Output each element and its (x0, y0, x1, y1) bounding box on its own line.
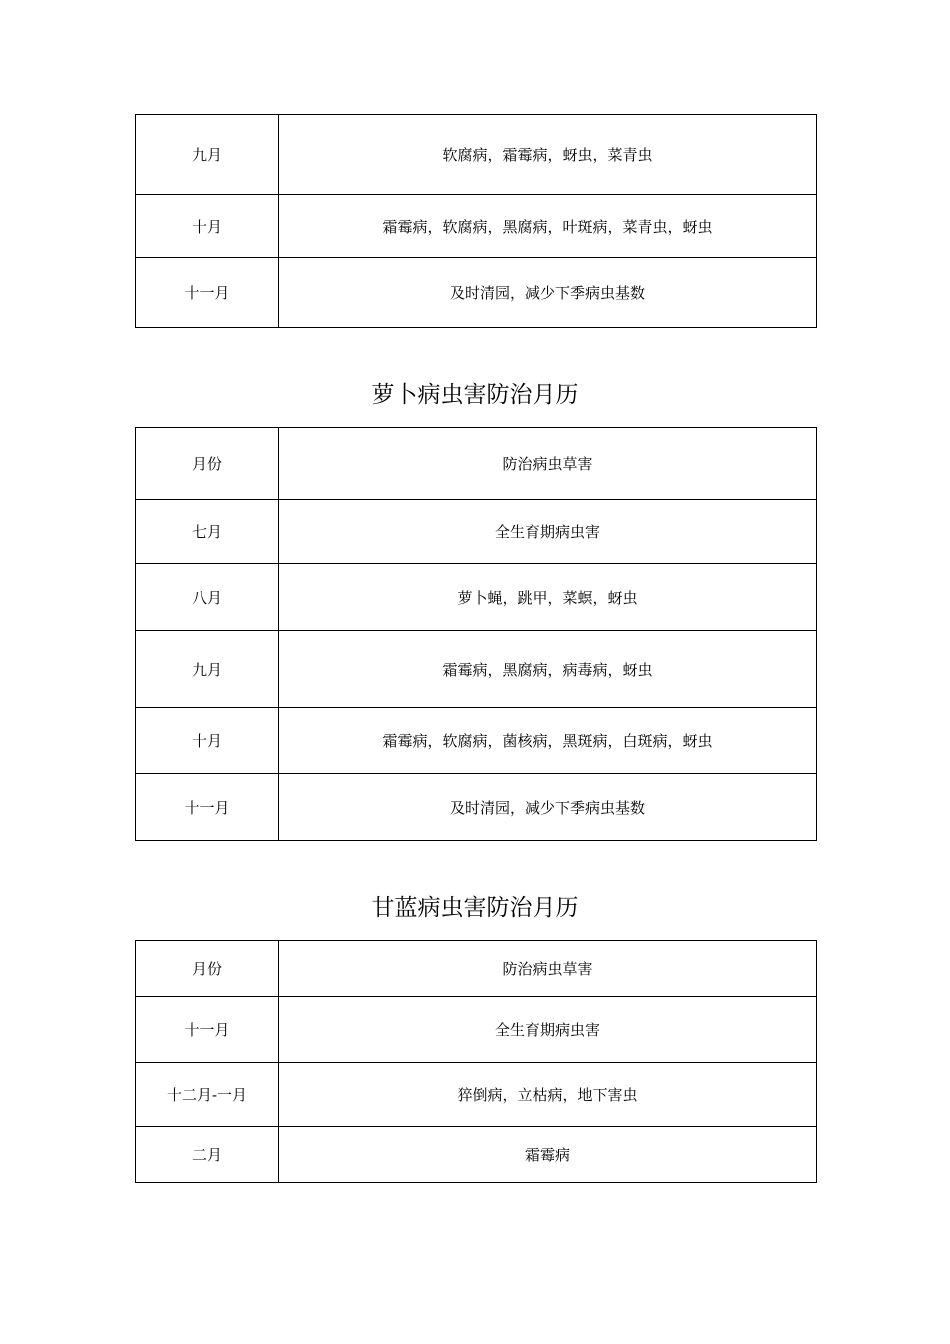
month-cell: 十一月 (136, 774, 279, 841)
month-cell: 十月 (136, 195, 279, 258)
month-cell: 七月 (136, 500, 279, 564)
section-title-radish: 萝卜病虫害防治月历 (371, 382, 579, 408)
calendar-table-cabbage (135, 940, 817, 1183)
month-cell: 十一月 (136, 258, 279, 328)
pests-cell: 全生育期病虫害 (279, 997, 817, 1063)
pests-cell: 猝倒病，立枯病，地下害虫 (279, 1063, 817, 1127)
pests-cell: 及时清园，减少下季病虫基数 (279, 258, 817, 328)
header-month-cell: 月份 (136, 428, 279, 500)
table-row (136, 564, 817, 631)
header-month-cell: 月份 (136, 941, 279, 997)
calendar-table-continued (135, 114, 817, 328)
month-cell: 二月 (136, 1127, 279, 1183)
table-row (136, 708, 817, 774)
table-header-row (136, 941, 817, 997)
calendar-table-radish (135, 427, 817, 841)
table-row (136, 258, 817, 328)
header-pests-cell: 防治病虫草害 (279, 428, 817, 500)
month-cell: 九月 (136, 115, 279, 195)
month-cell: 十月 (136, 708, 279, 774)
month-cell: 九月 (136, 631, 279, 708)
month-cell: 八月 (136, 564, 279, 631)
pests-cell: 全生育期病虫害 (279, 500, 817, 564)
pests-cell: 霜霉病，软腐病，黑腐病，叶斑病，菜青虫，蚜虫 (279, 195, 817, 258)
table-row (136, 1127, 817, 1183)
table-row (136, 115, 817, 195)
pests-cell: 软腐病，霜霉病，蚜虫，菜青虫 (279, 115, 817, 195)
table-row (136, 774, 817, 841)
table-row (136, 1063, 817, 1127)
pests-cell: 霜霉病，黑腐病，病毒病，蚜虫 (279, 631, 817, 708)
table-row (136, 997, 817, 1063)
table-header-row (136, 428, 817, 500)
pests-cell: 霜霉病，软腐病，菌核病，黑斑病，白斑病，蚜虫 (279, 708, 817, 774)
table-row (136, 631, 817, 708)
month-cell: 十二月-一月 (136, 1063, 279, 1127)
pests-cell: 霜霉病 (279, 1127, 817, 1183)
header-pests-cell: 防治病虫草害 (279, 941, 817, 997)
pests-cell: 及时清园，减少下季病虫基数 (279, 774, 817, 841)
month-cell: 十一月 (136, 997, 279, 1063)
table-row (136, 500, 817, 564)
table-row (136, 195, 817, 258)
section-title-cabbage: 甘蓝病虫害防治月历 (371, 895, 579, 921)
pests-cell: 萝卜蝇，跳甲，菜螟，蚜虫 (279, 564, 817, 631)
